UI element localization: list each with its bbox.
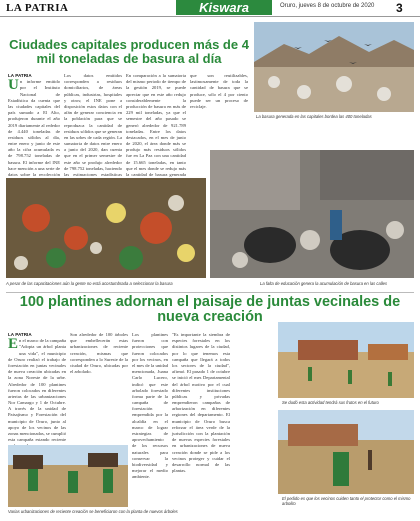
street-trash-photo xyxy=(210,150,414,278)
article2-column-4 xyxy=(172,332,230,517)
article2-column-3 xyxy=(132,332,168,517)
article1-text-4: que son reutilizables, lastimosamente de toda la cantidad de basura que se produce, sólo el 4 por ciento puede ser un proceso de reciclaje. xyxy=(190,73,248,109)
article2-text-2: Son alrededor de 100 árboles que embellecerán estas urbanizaciones de reciente creación, mismas que corresponden a lo Sureste de la ciudad de Oruro, ubicadas por el arbolado. xyxy=(70,332,128,375)
dateline: Oruro, jueves 8 de octubre de 2020 xyxy=(280,3,375,9)
page-number: 3 xyxy=(396,1,403,15)
drop-cap: E xyxy=(8,336,19,353)
article1-text-1: n informe emitido por el Instituto Nacional de Estadística da cuenta que las ciudades capitales del país sumado a El Alto, produjeron durante el año 2019 diariamente al rededor de 4.440 toneladas de residuos sólidos al día, entre enero y junio de este año la cifra acumulada es de 798.752 toneladas de basura. El informe del INE hace mención a una serie de datos sobre la recolección xyxy=(8,79,60,177)
tree-protector-caption: El pedido es que los vecinos cuiden tanto el protector como el mismo arbolito xyxy=(282,496,411,507)
article2-column-1 xyxy=(8,332,66,442)
landfill-photo xyxy=(254,22,414,112)
drop-cap: U xyxy=(8,77,19,94)
trash-pile-photo xyxy=(6,178,206,278)
article2-text-4: "Es importante la siembra de especies forestales en los distintos lugares de la ciudad, por lo que tenemos esta campaña que llegará a todos los sectores de la ciudad", afirmó. El pasado 1 de octubre se inició el mes Departamental del árbol motivo por el cual diferentes instituciones públicas y privadas emprendieron campañas de arborización en diferentes regiones del departamento. El municipio de Oruro busca reforzar el área verde de la jurisdicción con la plantación de nuevas especies forestales en urbanizaciones de nueva creación donde se pide a los vecinos proteger y cuidar el desarrollo normal de las plantas. xyxy=(172,332,230,474)
article2-kicker: LA PATRIA xyxy=(8,332,32,337)
plantine-area-caption: Se dudó esta actividad tendrá sus frutos en el futuro xyxy=(282,400,379,405)
article-divider xyxy=(6,292,414,293)
article1-text-3: En comparación a la sumatoria del mismo periodo de tiempo de la gestión 2019, se puede apreciar que en este año redujo considerablemente la producción de basura en más de 229 mil toneladas, ya que el semestre del año pasado se generó alrededor de 921.789 toneladas. Entre los datos destacados, en el mes de junio de 2020, el área donde más se produjo más residuos sólidos fue en La Paz con una cantidad de 15.665 toneladas, en tanto que el mes donde se redujo más la cantidad de basura generada xyxy=(126,73,186,177)
landfill-photo-caption: La basura generada en las capitales bordea las 400 toneladas xyxy=(256,114,372,119)
street-trash-caption: La falta de educación genera la acumulación de basura en las calles xyxy=(260,281,388,286)
section-label: Kiswara xyxy=(176,0,272,15)
article1-text-2: Los datos emitidos corresponden a residuos domiciliarios, de áreas públicas, industrias, hospitales y otros; el INE pone a disposición estos datos con el afán de generar conciencia en la población para que se reproduzca la cantidad de residuos sólidos que se generan en las urbes de cada región. La sumatoria de datos entre enero a junio del 2020, dan cuenta que en el primer semestre de este año se produjo alrededor de 798.752 toneladas, haciendo las estimaciones estadísticas xyxy=(64,73,122,177)
article2-column-2 xyxy=(70,332,128,442)
tree-protector-photo xyxy=(278,410,414,494)
newspaper-logo: LA PATRIA xyxy=(6,2,69,14)
plantine-area-photo xyxy=(278,322,414,398)
trash-pile-caption: A pesar de las capacitaciones aún la gente no está acostumbrada a seleccionar la basura xyxy=(6,281,173,286)
urbanization-caption: Varias urbanizaciones de reciente creación se beneficiaron con la planta de nuevos árboles xyxy=(8,509,178,514)
page-header xyxy=(0,0,420,17)
article2-text-3: Los plantines fueron con protecciones que fueron colocados por los vecinos, en el mes de la unidad mencionada, Juana Carlo Lucero, indicó que este arbolado forestado forma parte de la campaña de forestación emprendida por la alcaldía en el marco de lograr estrategias de aprovechamiento de los recursos naturales para conservar la biodiversidad y mejorar el medio ambiente. xyxy=(132,332,168,480)
article2-text-1: n el marco de la campaña "Adopta un árbol planta una vida", el municipio de Oruro realizó el trabajo de forestación en juntas vecinales de nueva creación ubicadas en la zona Noreste de la urbe. Alrededor de 100 plantines fueron colocados en diferentes arterias de las urbanizaciones Nor Camargo y 1 de Octubre. A través de la unidad de Paisajismo y Forestación del municipio de Oruro, junto al apoyo de los vecinos de las zonas mencionadas, se cumplió esta campaña estando reciente xyxy=(8,338,66,443)
article1-kicker: LA PATRIA xyxy=(8,73,32,78)
article2-headline: 100 plantines adornan el paisaje de juntas vecinales de nueva creación xyxy=(19,294,401,326)
urbanization-photo xyxy=(8,445,128,507)
article1-headline: Ciudades capitales producen más de 4 mil toneladas de basura al día xyxy=(9,37,249,66)
article1-continuation xyxy=(254,122,414,146)
